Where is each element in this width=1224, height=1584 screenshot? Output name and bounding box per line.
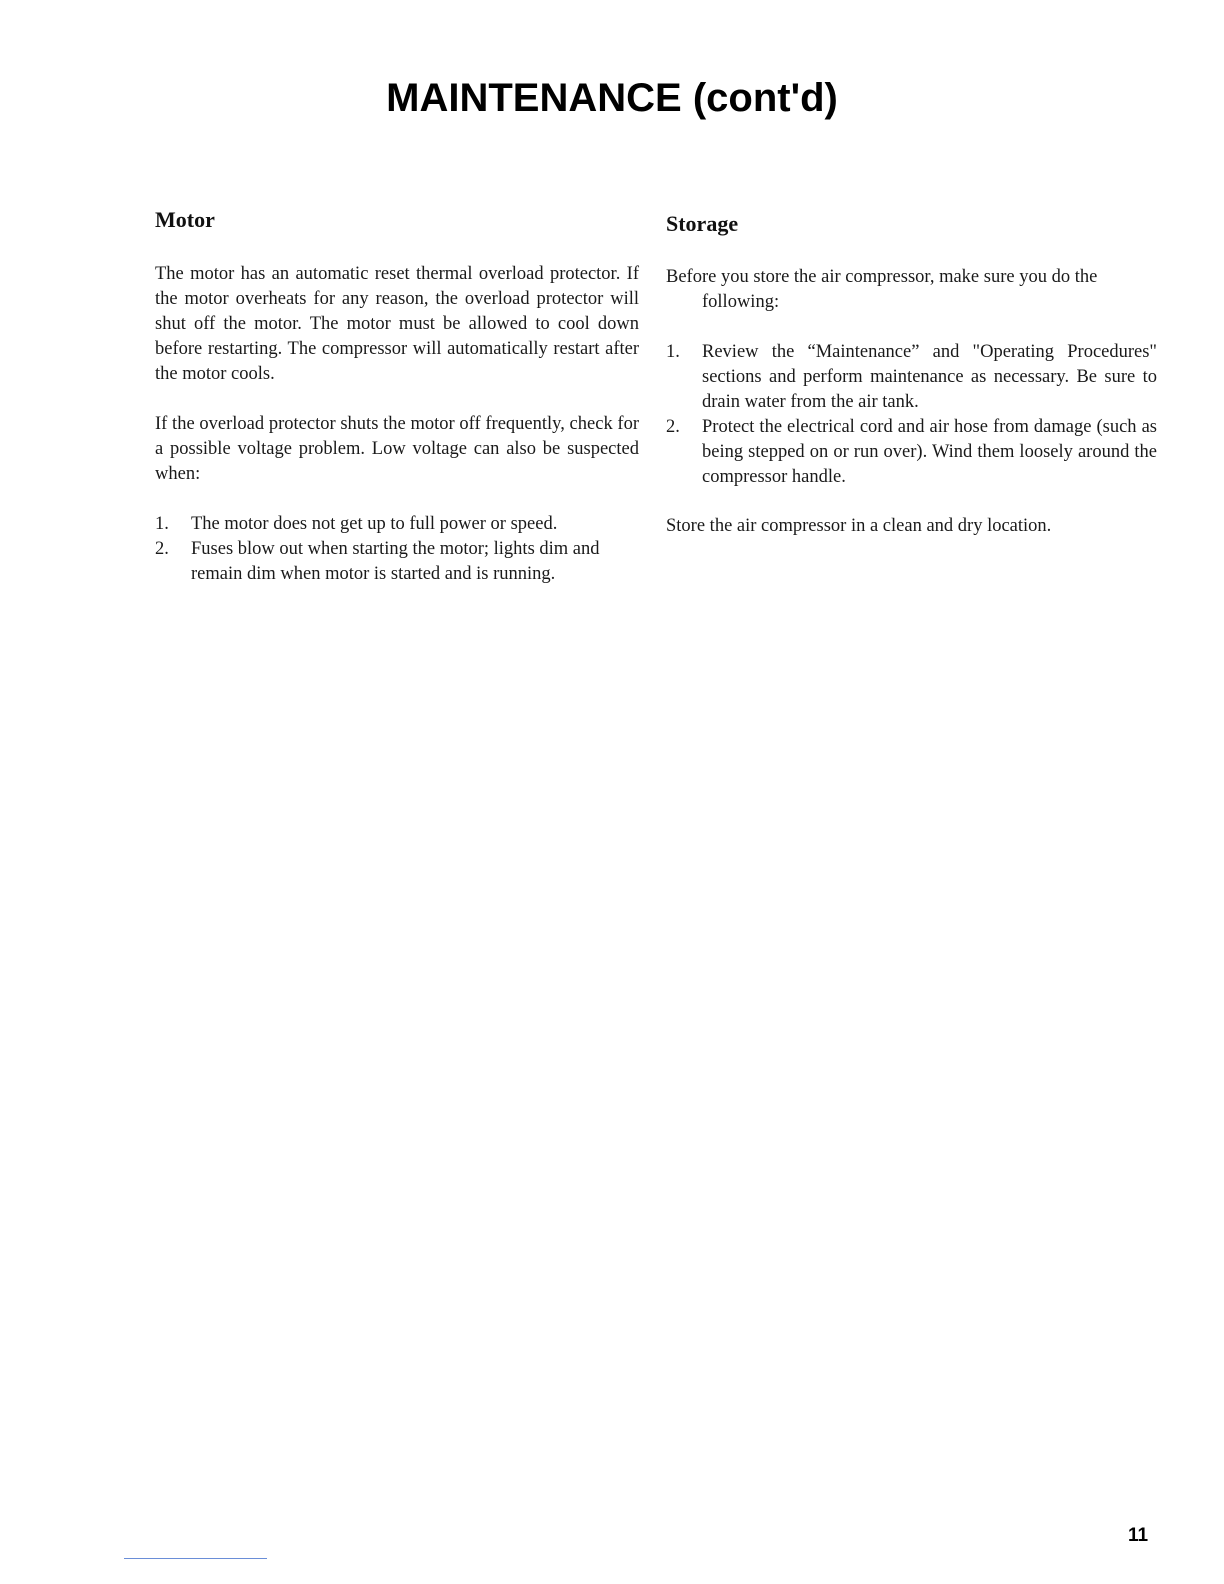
page-title: MAINTENANCE (cont'd) (386, 76, 838, 120)
list-item (155, 537, 641, 587)
list-item (155, 512, 615, 537)
motor-paragraph-1: The motor has an automatic reset thermal overload protector. If the motor overheats for any reason, the overload protector will shut off the motor. The motor must be allowed to cool down before restarting. The compressor will automatically restart after the motor cools. (155, 264, 639, 384)
bottom-divider (124, 1558, 267, 1559)
storage-heading: Storage (666, 211, 739, 236)
storage-intro: Before you store the air compressor, make sure you do the following: (666, 267, 1098, 312)
list-item (666, 415, 1157, 490)
motor-paragraph-2: If the overload protector shuts the motor off frequently, check for a possible voltage problem. Low voltage can also be suspected when: (155, 414, 639, 484)
motor-heading: Motor (155, 207, 215, 232)
list-item-number: 1. (155, 514, 169, 534)
storage-closing: Store the air compressor in a clean and dry location. (666, 516, 1052, 536)
list-item-text: Protect the electrical cord and air hose from damage (such as being stepped on or run over). Wind them loosely around the compressor handle. (702, 417, 1157, 487)
list-item-number: 2. (155, 539, 169, 559)
motor-symptom-list (155, 512, 615, 587)
list-item-number: 2. (666, 417, 680, 437)
page-number: 11 (1128, 1525, 1149, 1546)
list-item-number: 1. (666, 342, 680, 362)
list-item-text: Review the “Maintenance” and "Operating Procedures" sections and perform maintenance as necessary. Be sure to drain water from the air tank. (702, 342, 1157, 412)
list-item-text: Fuses blow out when starting the motor; lights dim and remain dim when motor is started and is running. (191, 539, 600, 584)
storage-steps-list (666, 340, 1157, 490)
list-item (666, 340, 1157, 415)
list-item-text: The motor does not get up to full power or speed. (191, 514, 558, 534)
